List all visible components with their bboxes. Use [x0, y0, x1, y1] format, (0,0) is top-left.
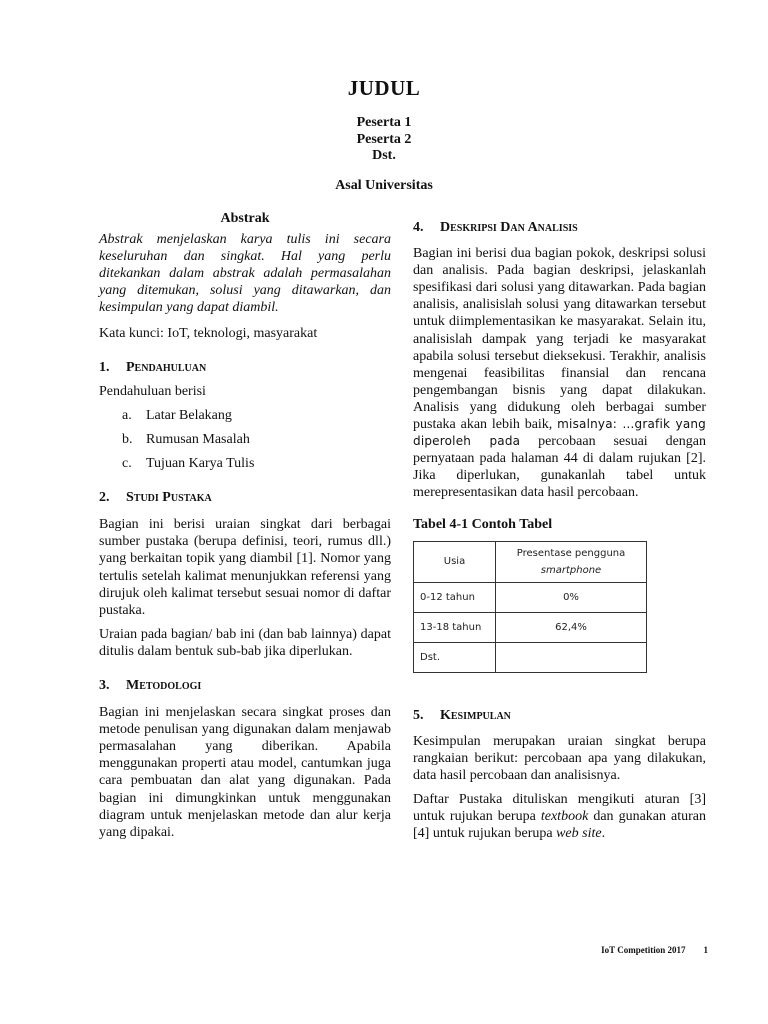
table-cell: [496, 642, 647, 672]
section-1-heading: [99, 359, 391, 376]
section-number: 3.: [99, 677, 110, 693]
section-5-paragraph-1: Kesimpulan merupakan uraian singkat berupa rangkaian berikut: percobaan apa yang dilakukan, data hasil percobaan dan analisisnya.: [413, 733, 706, 783]
header-line: Presentase pengguna: [516, 547, 626, 559]
list-text: Rumusan Masalah: [146, 431, 250, 447]
table-caption: Tabel 4-1 Contoh Tabel: [413, 516, 553, 532]
affiliation: Asal Universitas: [335, 178, 433, 193]
section-name: Kesimpulan: [440, 707, 511, 723]
list-marker: a.: [122, 407, 132, 423]
table-header-cell: [496, 541, 647, 582]
section-3-paragraph-1: Bagian ini menjelaskan secara singkat proses dan metode penulisan yang digunakan dalam menjawab permasalahan yang diberikan. Apabila menggunakan properti atau model, cantumkan juga cara pembuatan dan alat yang digunakan. Pada bagian ini dimungkinkan untuk menggunakan diagram untuk menjelaskan metode dan alur kerja yang dipakai.: [99, 705, 391, 840]
section-4-paragraph-1: [413, 245, 706, 501]
list-item: [99, 407, 391, 424]
section-2-paragraph-1: Bagian ini berisi uraian singkat dari berbagai sumber pustaka (berupa definisi, teori, rumus dll.) yang berkaitan topik yang diambil [1]. Nomor yang tertulis setelah kalimat menunjukkan referensi yang dirujuk oleh kalimat tersebut sesuai nomor di daftar pustaka.: [99, 517, 391, 618]
left-column: [99, 208, 391, 841]
section-2-heading: [99, 489, 391, 506]
footer-label: IoT Competition 2017: [601, 945, 686, 955]
section-number: 4.: [413, 220, 424, 235]
data-table: [413, 541, 647, 673]
section-number: 5.: [413, 707, 424, 723]
table-row: [414, 642, 647, 672]
table-cell: Dst.: [414, 642, 496, 672]
paragraph-part: .: [601, 826, 606, 842]
section-1-list: [99, 407, 391, 472]
list-item: [99, 455, 391, 472]
table-row: [414, 612, 647, 642]
table-cell: 13-18 tahun: [414, 612, 496, 642]
section-3-heading: [99, 677, 391, 694]
right-column: [413, 219, 706, 842]
paragraph-part-example: misalnya: …grafik yang diperoleh pada: [413, 417, 706, 449]
list-marker: b.: [122, 431, 133, 447]
list-text: Latar Belakang: [146, 407, 232, 423]
section-name: Deskripsi Dan Analisis: [440, 220, 578, 235]
page-number: 1: [703, 945, 708, 955]
author-2: Peserta 2: [356, 131, 412, 147]
section-number: 1.: [99, 359, 110, 375]
section-5-paragraph-2: [413, 791, 706, 842]
section-name: Pendahuluan: [126, 359, 207, 375]
keywords: Kata kunci: IoT, teknologi, masyarakat: [99, 325, 318, 341]
author-list: [0, 115, 768, 165]
table-header-cell: Usia: [414, 541, 496, 582]
section-4-heading: [413, 219, 706, 236]
paragraph-part: percobaan sesuai dengan pernyataan pada halaman 44 di dalam rujukan [2]. Jika diperlukan, gunakanlah tabel untuk merepresentasikan data hasil percobaan.: [413, 434, 706, 501]
list-marker: c.: [122, 456, 132, 472]
abstract-text: Abstrak menjelaskan karya tulis ini secara keseluruhan dan singkat. Hal yang perlu ditekankan dalam abstrak adalah permasalahan yang ditemukan, solusi yang ditawarkan, dan kesimpulan yang dapat diambil.: [99, 232, 391, 316]
paragraph-part-italic: web site: [556, 826, 602, 842]
table-row: [414, 582, 647, 612]
table-header-row: [414, 541, 647, 582]
section-1-intro: Pendahuluan berisi: [99, 383, 206, 399]
section-name: Studi Pustaka: [126, 490, 212, 506]
author-1: Peserta 1: [356, 115, 412, 130]
paragraph-part-italic: textbook: [540, 809, 589, 825]
paragraph-part: Daftar Pustaka dituliskan mengikuti aturan [3] untuk rujukan berupa: [413, 791, 706, 825]
list-item: [99, 431, 391, 448]
section-number: 2.: [99, 490, 110, 506]
paper-title: JUDUL: [347, 76, 421, 100]
section-2-paragraph-2: Uraian pada bagian/ bab ini (dan bab lainnya) dapat ditulis dalam bentuk sub-bab jika diperlukan.: [99, 626, 391, 659]
header-line-italic: smartphone: [540, 564, 602, 576]
section-name: Metodologi: [126, 677, 202, 693]
abstract-heading: Abstrak: [220, 211, 270, 226]
paragraph-part: Bagian ini berisi dua bagian pokok, deskripsi solusi dan analisis. Pada bagian deskripsi, jelaskanlah spesifikasi dari solusi yang ditawarkan. Pada bagian analisis, analisislah solusi yang ditawarkan tersebut untuk diimplementasikan ke masyarakat. Selain itu, analisislah dampak yang terjadi ke masyarakat apabila solusi tersebut dieksekusi. Terakhir, analisis mengenai feasibilitas finansial dan rencana pengembangan bisnis yang dapat dilakukan. Analisis yang didukung oleh berbagai sumber pustaka akan lebih baik,: [413, 246, 706, 433]
author-etc: Dst.: [372, 148, 396, 163]
table-cell: 0%: [496, 582, 647, 612]
page-footer: [601, 945, 708, 955]
section-5-heading: [413, 707, 706, 724]
list-text: Tujuan Karya Tulis: [146, 456, 255, 472]
paragraph-part: dan gunakan aturan [4] untuk rujukan berupa: [413, 809, 707, 842]
table-cell: 0-12 tahun: [414, 582, 496, 612]
table-cell: 62,4%: [496, 612, 647, 642]
